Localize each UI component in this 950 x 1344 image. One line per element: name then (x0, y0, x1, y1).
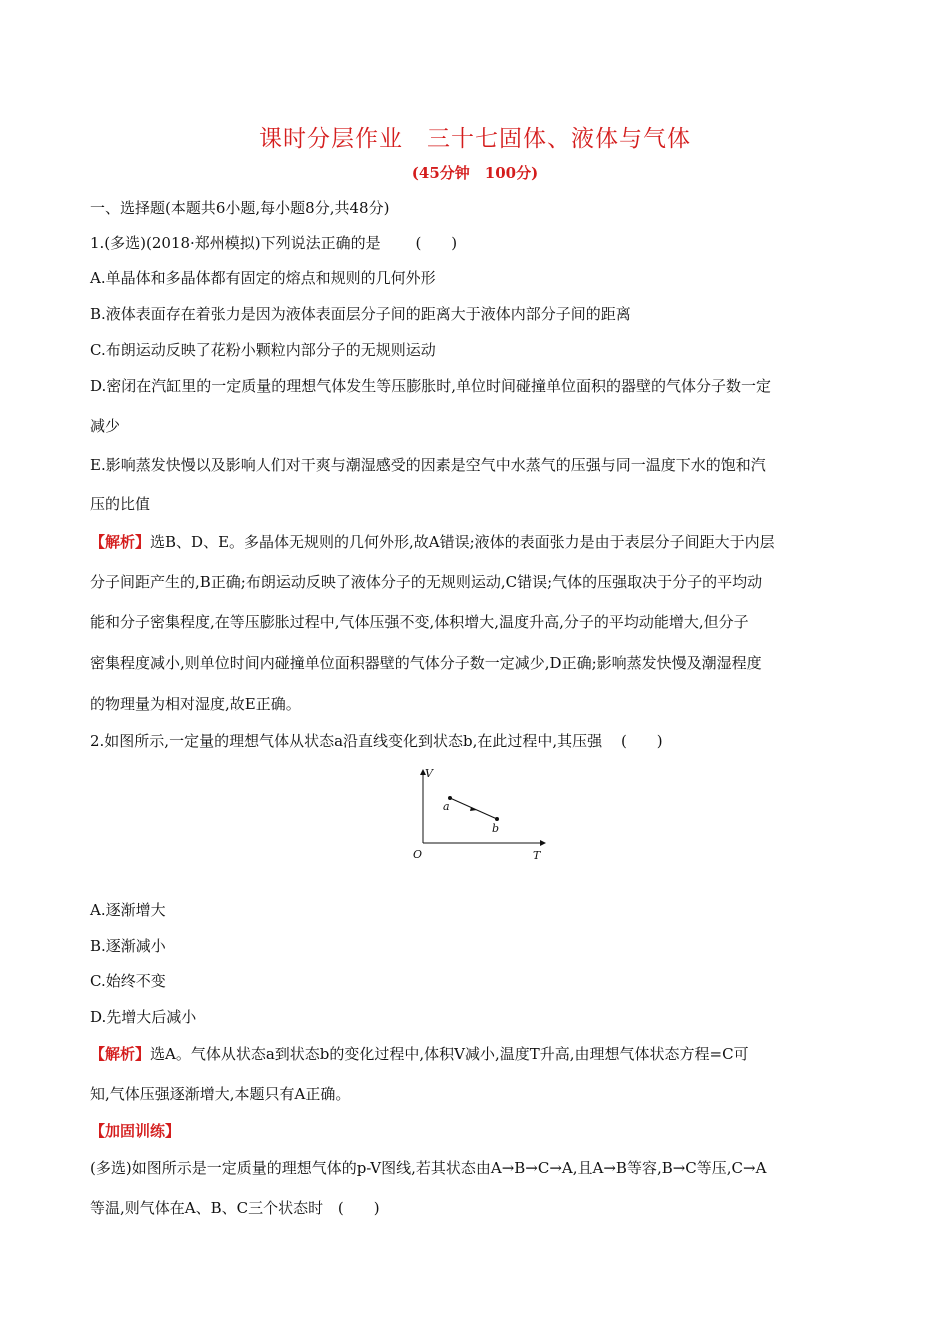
q1-option-b: B.液体表面存在着张力是因为液体表面层分子间的距离大于液体内部分子间的距离 (90, 305, 631, 323)
point-b-label: b (492, 822, 500, 835)
direction-arrow (470, 807, 477, 811)
practice-line2-wrap (90, 1198, 380, 1218)
q2-analysis-line1 (90, 1044, 749, 1064)
origin-label: O (413, 848, 423, 861)
vt-diagram (405, 765, 555, 870)
q1-analysis-line5: 的物理量为相对湿度,故E正确。 (90, 695, 301, 713)
point-b-dot (495, 817, 499, 821)
q1-analysis-text1: 选B、D、E。多晶体无规则的几何外形,故A错误;液体的表面张力是由于表层分子间距大于内层 (150, 533, 775, 551)
q1-analysis-line4: 密集程度减小,则单位时间内碰撞单位面积器壁的气体分子数一定减少,D正确;影响蒸发快慢及潮湿程度 (90, 654, 762, 672)
q1-option-e-line2: 压的比值 (90, 495, 151, 513)
q1-option-e-line1: E.影响蒸发快慢以及影响人们对干爽与潮湿感受的因素是空气中水蒸气的压强与同一温度下水的饱和汽 (90, 456, 766, 474)
practice-tag: 【加固训练】 (90, 1122, 181, 1140)
q1-option-d-line1: D.密闭在汽缸里的一定质量的理想气体发生等压膨胀时,单位时间碰撞单位面积的器壁的气体分子数一定 (90, 377, 772, 395)
q2-analysis-text1: 选A。气体从状态a到状态b的变化过程中,体积V减小,温度T升高,由理想气体状态方程=C可 (150, 1045, 749, 1063)
practice-answer-blank: ( ) (337, 1199, 380, 1217)
q1-stem-line (90, 233, 457, 253)
page-title: 课时分层作业 三十七固体、液体与气体 (259, 126, 691, 152)
t-axis-label: T (533, 849, 541, 862)
q2-option-c: C.始终不变 (90, 972, 166, 990)
q1-option-d-line2: 减少 (90, 417, 121, 435)
q1-option-a: A.单晶体和多晶体都有固定的熔点和规则的几何外形 (90, 269, 436, 287)
point-a-label: a (443, 800, 450, 813)
practice-line2: 等温,则气体在A、B、C三个状态时 (90, 1199, 324, 1217)
q1-analysis-line1 (90, 532, 775, 552)
page-subtitle: (45分钟 100分) (411, 164, 539, 182)
practice-line1: (多选)如图所示是一定质量的理想气体的p-V图线,若其状态由A→B→C→A,且A→B等容,B→C等压,C→A (90, 1159, 767, 1177)
q2-analysis-line2: 知,气体压强逐渐增大,本题只有A正确。 (90, 1085, 351, 1103)
q2-analysis-tag: 【解析】 (90, 1045, 151, 1063)
q1-analysis-tag: 【解析】 (90, 533, 151, 551)
section-heading: 一、选择题(本题共6小题,每小题8分,共48分) (90, 199, 390, 217)
q2-option-b: B.逐渐减小 (90, 937, 166, 955)
q2-answer-blank: ( ) (620, 732, 663, 750)
q2-stem-line (90, 731, 663, 751)
q2-option-a: A.逐渐增大 (90, 901, 166, 919)
q2-option-d: D.先增大后减小 (90, 1008, 197, 1026)
q2-stem: 2.如图所示,一定量的理想气体从状态a沿直线变化到状态b,在此过程中,其压强 (90, 732, 603, 750)
q1-stem: 1.(多选)(2018·郑州模拟)下列说法正确的是 (90, 234, 381, 252)
q1-option-c: C.布朗运动反映了花粉小颗粒内部分子的无规则运动 (90, 341, 436, 359)
q1-answer-blank: ( ) (415, 234, 458, 252)
v-axis-label: V (425, 767, 433, 780)
q1-analysis-line3: 能和分子密集程度,在等压膨胀过程中,气体压强不变,体积增大,温度升高,分子的平均动能增大,但分子 (90, 613, 749, 631)
q1-analysis-line2: 分子间距产生的,B正确;布朗运动反映了液体分子的无规则运动,C错误;气体的压强取决于分子的平均动 (90, 573, 763, 591)
